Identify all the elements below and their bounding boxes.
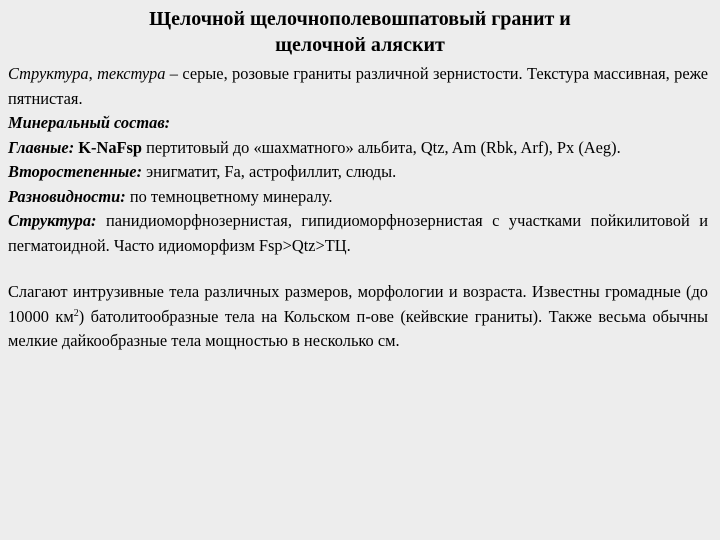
slide-title	[60, 6, 660, 58]
varieties-label: Разновидности:	[8, 186, 126, 206]
slide-body	[8, 62, 708, 354]
occurrence-paragraph	[8, 280, 708, 354]
title-line-2: щелочной аляскит	[275, 34, 445, 56]
structure-heading: Структура:	[8, 211, 97, 230]
occurrence-superscript: 2	[73, 307, 79, 319]
mineral-heading: Минеральный состав:	[8, 113, 171, 132]
secondary-minerals-label: Второстепенные:	[8, 162, 143, 181]
structure-paragraph	[8, 209, 708, 258]
secondary-minerals-paragraph	[8, 160, 708, 185]
structure-sep: ,	[88, 64, 98, 83]
structure-texture-paragraph	[8, 62, 708, 111]
occurrence-text-before: Слагают интрузивные тела различных размеров, морфологии и возраста. Известны громадные (до 10000 км	[8, 282, 708, 326]
mineral-heading-paragraph	[8, 111, 708, 136]
main-minerals-bold: K-NaFsp	[74, 137, 143, 157]
texture-label: текстура	[97, 64, 166, 83]
main-minerals-label: Главные:	[8, 137, 75, 157]
varieties-paragraph	[8, 185, 708, 210]
structure-texture-text: – серые, розовые граниты различной зернистости. Текстура массивная, реже пятнистая.	[8, 64, 708, 108]
structure-text: панидиоморфнозернистая, гипидиоморфнозернистая с участками пойкилитовой и пегматоидной. Часто идиоморфизм Fsp>Qtz>TЦ.	[8, 211, 708, 255]
occurrence-text-after: ) батолитообразные тела на Кольском п-ове (кейвские граниты). Также весьма обычны мелкие дайкообразные тела мощностью в несколько см.	[8, 306, 708, 350]
title-line-1: Щелочной щелочнополевошпатовый гранит и	[149, 8, 571, 30]
main-minerals-paragraph	[8, 136, 708, 161]
secondary-minerals-text: энигматит, Fa, астрофиллит, слюды.	[142, 162, 397, 181]
structure-label: Структура	[8, 64, 89, 83]
varieties-text: по темноцветному минералу.	[125, 186, 333, 206]
main-minerals-text: пертитовый до «шахматного» альбита, Qtz, Am (Rbk, Arf), Px (Aeg).	[142, 137, 621, 157]
